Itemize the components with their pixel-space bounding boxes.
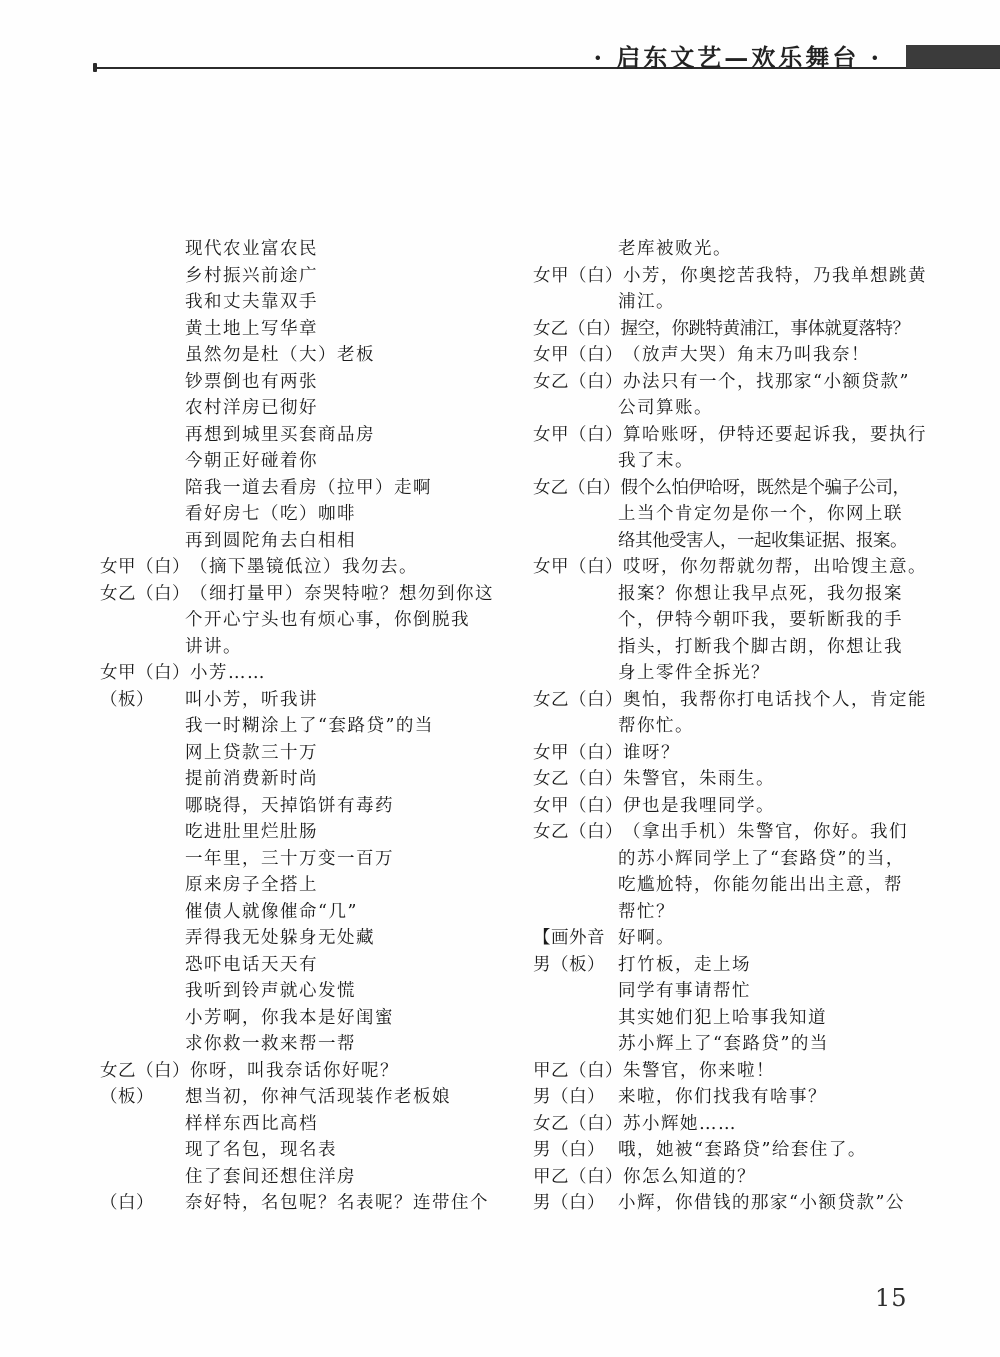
role-label (100, 952, 185, 979)
script-row (533, 316, 943, 343)
role-label (533, 713, 618, 740)
role-label: 女乙（白） (100, 583, 190, 604)
script-column-left (100, 236, 500, 1217)
dialogue-text: 浦江。 (618, 292, 675, 312)
dialogue-text: 的苏小辉同学上了“套路贷”的当， (618, 848, 905, 869)
dialogue-text: 钞票倒也有两张 (185, 371, 318, 392)
script-row (533, 978, 943, 1005)
script-row (100, 819, 500, 846)
script-row (100, 846, 500, 873)
dialogue-text: 指头，打断我个脚古朗，你想让我 (618, 636, 903, 657)
dialogue-text: 奈好特，名包呢？名表呢？连带住个 (185, 1193, 489, 1213)
script-row (533, 1058, 943, 1085)
script-row (100, 660, 500, 687)
role-label (100, 1137, 185, 1164)
dialogue-text: 握空，你跳特黄浦江，事体就夏落特？ (620, 318, 910, 339)
dialogue-text: 一年里，三十万变一百万 (185, 848, 394, 869)
dialogue-text: 络其他受害人，一起收集证据、报案。 (618, 530, 907, 551)
dialogue-text: 吃尴尬特，你能勿能出出主意，帮 (618, 875, 903, 895)
dialogue-text: 黄土地上写华章 (185, 318, 318, 339)
script-row (100, 422, 500, 449)
dialogue-text: 朱警官，你来啦！ (623, 1060, 775, 1081)
script-row (533, 554, 943, 581)
dialogue-text: 小辉，你借钱的那家“小额贷款”公 (618, 1193, 905, 1213)
role-label (100, 289, 185, 316)
role-label (100, 263, 185, 290)
page-number: 15 (875, 1284, 908, 1312)
dialogue-text: 同学有事请帮忙 (618, 981, 751, 1001)
role-label (100, 607, 185, 634)
dialogue-text: 看好房七（吃）咖啡 (185, 504, 356, 524)
script-row (533, 740, 943, 767)
dialogue-text: 你呀，叫我奈话你好呢？ (190, 1060, 399, 1081)
role-label (533, 978, 618, 1005)
role-label (100, 634, 185, 661)
script-row (533, 766, 943, 793)
role-label (533, 607, 618, 634)
role-label (100, 422, 185, 449)
dialogue-text: 好啊。 (618, 928, 675, 948)
script-row (533, 1137, 943, 1164)
dialogue-text: （拿出手机）朱警官，你好。我们 (623, 822, 908, 842)
script-row (533, 925, 943, 952)
script-row (100, 1111, 500, 1138)
script-row (100, 448, 500, 475)
dialogue-text: 个开心宁头也有烦心事，你倒脱我 (185, 610, 470, 630)
dialogue-text: 打竹板，走上场 (618, 954, 751, 975)
role-label (533, 528, 618, 555)
dialogue-text: （细打量甲）奈哭特啦？想勿到你这 (190, 583, 494, 604)
script-row (100, 713, 500, 740)
dialogue-text: 算哈账呀，伊特还要起诉我，要执行 (623, 424, 927, 445)
script-row (533, 634, 943, 661)
dialogue-text: 伊也是我哩同学。 (623, 795, 775, 816)
dialogue-text: 恐吓电话天天有 (185, 954, 318, 975)
role-label (100, 819, 185, 846)
role-label: 男（白） (533, 1087, 605, 1107)
role-label (100, 236, 185, 263)
script-row (100, 1084, 500, 1111)
dialogue-text: 今朝正好碰着你 (185, 451, 318, 471)
script-row (100, 289, 500, 316)
script-row (533, 846, 943, 873)
role-label (533, 395, 618, 422)
dialogue-text: 苏小辉她…… (623, 1113, 737, 1134)
role-label: 甲乙（白） (533, 1166, 623, 1187)
script-column-right (533, 236, 943, 1217)
dialogue-text: 叫小芳，听我讲 (185, 689, 318, 710)
dialogue-text: 网上贷款三十万 (185, 742, 318, 763)
script-row (533, 899, 943, 926)
role-label (533, 899, 618, 926)
script-row (533, 236, 943, 263)
script-row (533, 289, 943, 316)
script-row (533, 581, 943, 608)
script-row (100, 342, 500, 369)
script-row (533, 1190, 943, 1217)
role-label (100, 872, 185, 899)
role-label (533, 501, 618, 528)
script-row (100, 899, 500, 926)
role-label (533, 1031, 618, 1058)
dialogue-text: 虽然勿是杜（大）老板 (185, 345, 375, 365)
dialogue-text: 小芳…… (190, 663, 266, 683)
script-row (100, 475, 500, 502)
dialogue-text: （摘下墨镜低泣）我勿去。 (190, 557, 418, 577)
page-header-title: · 启东文艺—欢乐舞台 · (593, 43, 882, 72)
role-label: 女乙（白） (533, 822, 623, 842)
script-row (100, 1058, 500, 1085)
dialogue-text: 住了套间还想住洋房 (185, 1166, 356, 1187)
dialogue-text: 我听到铃声就心发慌 (185, 981, 356, 1001)
script-row (533, 369, 943, 396)
script-row (100, 395, 500, 422)
role-label (100, 978, 185, 1005)
role-label (100, 448, 185, 475)
role-label (100, 475, 185, 502)
dialogue-text: 你怎么知道的？ (623, 1166, 756, 1187)
script-row (533, 1111, 943, 1138)
script-row (100, 634, 500, 661)
role-label: 女乙（白） (533, 477, 621, 498)
script-row (100, 581, 500, 608)
role-label (533, 846, 618, 873)
dialogue-text: 老库被败光。 (618, 239, 732, 259)
script-row (533, 475, 943, 502)
dialogue-text: 陪我一道去看房（拉甲）走啊 (185, 477, 432, 498)
script-row (533, 528, 943, 555)
script-row (100, 687, 500, 714)
script-row (100, 1137, 500, 1164)
role-label (100, 925, 185, 952)
role-label (100, 846, 185, 873)
script-row (533, 448, 943, 475)
role-label (100, 713, 185, 740)
dialogue-text: 我一时糊涂上了“套路贷”的当 (185, 716, 434, 736)
role-label (100, 528, 185, 555)
role-label (533, 634, 618, 661)
role-label: 男（白） (533, 1193, 605, 1213)
role-label (100, 1005, 185, 1032)
script-row (533, 1084, 943, 1111)
script-row (100, 1164, 500, 1191)
role-label: 女乙（白） (533, 769, 623, 789)
script-row (100, 263, 500, 290)
script-row (100, 978, 500, 1005)
script-row (533, 713, 943, 740)
role-label: 女甲（白） (533, 557, 623, 577)
script-row (100, 554, 500, 581)
script-row (533, 342, 943, 369)
script-row (100, 925, 500, 952)
script-row (533, 819, 943, 846)
role-label: （板） (100, 689, 154, 710)
dialogue-text: 吃进肚里烂肚肠 (185, 822, 318, 842)
dialogue-text: 讲讲。 (185, 636, 242, 657)
role-label (100, 766, 185, 793)
dialogue-text: 想当初，你神气活现装作老板娘 (185, 1087, 451, 1107)
script-row (100, 1005, 500, 1032)
role-label: 女甲（白） (100, 663, 190, 683)
script-row (533, 1005, 943, 1032)
header-accent-block (906, 45, 1000, 68)
script-row (533, 395, 943, 422)
dialogue-text: 谁呀？ (623, 742, 680, 763)
script-row (100, 316, 500, 343)
dialogue-text: 弄得我无处躲身无处藏 (185, 928, 375, 948)
dialogue-text: 个，伊特今朝吓我，要斩断我的手 (618, 610, 903, 630)
script-row (100, 607, 500, 634)
dialogue-text: 乡村振兴前途广 (185, 265, 318, 286)
role-label: 女甲（白） (100, 557, 190, 577)
role-label (100, 740, 185, 767)
script-row (100, 501, 500, 528)
script-row (533, 872, 943, 899)
role-label (100, 1031, 185, 1058)
script-row (533, 422, 943, 449)
role-label (533, 660, 618, 687)
script-row (533, 1164, 943, 1191)
script-row (533, 952, 943, 979)
role-label: 女乙（白） (533, 1113, 623, 1134)
role-label: 女乙（白） (533, 689, 623, 710)
role-label (533, 448, 618, 475)
dialogue-text: （放声大哭）角末乃叫我奈！ (623, 345, 870, 365)
dialogue-text: 提前消费新时尚 (185, 769, 318, 789)
dialogue-text: 假个么怕伊哈呀，既然是个骗子公司， (620, 477, 910, 498)
role-label (100, 342, 185, 369)
role-label (100, 793, 185, 820)
role-label: 女乙（白） (100, 1060, 190, 1081)
dialogue-text: 小芳，你奥挖苦我特，乃我单想跳黄 (623, 265, 927, 286)
dialogue-text: 其实她们犯上哈事我知道 (618, 1007, 827, 1028)
dialogue-text: 奥怕，我帮你打电话找个人，肯定能 (623, 689, 927, 710)
script-row (100, 872, 500, 899)
dialogue-text: 再想到城里买套商品房 (185, 424, 375, 445)
script-row (533, 1031, 943, 1058)
role-label: 甲乙（白） (533, 1060, 623, 1081)
role-label (533, 872, 618, 899)
role-label (100, 899, 185, 926)
dialogue-text: 催债人就像催命“几” (185, 901, 358, 922)
dialogue-text: 公司算账。 (618, 398, 713, 418)
role-label: 女甲（白） (533, 345, 623, 365)
dialogue-text: 我和丈夫靠双手 (185, 292, 318, 312)
dialogue-text: 农村洋房已彻好 (185, 398, 318, 418)
dialogue-text: 小芳啊，你我本是好闺蜜 (185, 1007, 394, 1028)
role-label (100, 501, 185, 528)
script-row (100, 766, 500, 793)
script-row (100, 528, 500, 555)
dialogue-text: 朱警官，朱雨生。 (623, 769, 775, 789)
dialogue-text: 现代农业富农民 (185, 239, 318, 259)
role-label (533, 236, 618, 263)
role-label (533, 289, 618, 316)
role-label (533, 1005, 618, 1032)
script-row (100, 740, 500, 767)
script-row (533, 501, 943, 528)
script-row (533, 607, 943, 634)
dialogue-text: 来啦，你们找我有啥事？ (618, 1087, 827, 1107)
role-label (100, 395, 185, 422)
role-label (533, 581, 618, 608)
dialogue-text: 帮你忙。 (618, 716, 694, 736)
script-row (533, 263, 943, 290)
script-row (100, 1190, 500, 1217)
dialogue-text: 办法只有一个，找那家“小额贷款” (623, 371, 910, 392)
script-row (533, 793, 943, 820)
role-label: 男（白） (533, 1140, 605, 1160)
role-label: 女甲（白） (533, 795, 623, 816)
dialogue-text: 哦，她被“套路贷”给套住了。 (618, 1140, 867, 1160)
role-label: 女乙（白） (533, 318, 621, 339)
dialogue-text: 帮忙？ (618, 901, 675, 922)
role-label: 女甲（白） (533, 265, 623, 286)
script-row (533, 660, 943, 687)
dialogue-text: 原来房子全搭上 (185, 875, 318, 895)
dialogue-text: 再到圆陀角去白相相 (185, 530, 356, 551)
script-row (100, 793, 500, 820)
dialogue-text: 哪晓得，天掉馅饼有毒药 (185, 795, 394, 816)
dialogue-text: 我了末。 (618, 451, 694, 471)
script-row (100, 1031, 500, 1058)
role-label: 女甲（白） (533, 424, 623, 445)
role-label: 男（板） (533, 954, 605, 975)
role-label: （白） (100, 1193, 154, 1213)
dialogue-text: 身上零件全拆光？ (618, 663, 770, 683)
script-row (100, 952, 500, 979)
role-label: 女乙（白） (533, 371, 623, 392)
role-label (100, 1111, 185, 1138)
dialogue-text: 哎呀，你勿帮就勿帮，出哈馊主意。 (623, 557, 927, 577)
role-label: 女甲（白） (533, 742, 623, 763)
role-label: 【画外音 (533, 928, 605, 948)
role-label (100, 316, 185, 343)
dialogue-text: 上当个肯定勿是你一个，你网上联 (618, 504, 903, 524)
dialogue-text: 报案？你想让我早点死，我勿报案 (618, 583, 903, 604)
dialogue-text: 求你救一救来帮一帮 (185, 1034, 356, 1054)
script-row (100, 236, 500, 263)
script-row (100, 369, 500, 396)
role-label (100, 1164, 185, 1191)
dialogue-text: 样样东西比高档 (185, 1113, 318, 1134)
role-label: （板） (100, 1087, 154, 1107)
script-row (533, 687, 943, 714)
role-label (100, 369, 185, 396)
dialogue-text: 苏小辉上了“套路贷”的当 (618, 1034, 829, 1054)
dialogue-text: 现了名包，现名表 (185, 1140, 337, 1160)
